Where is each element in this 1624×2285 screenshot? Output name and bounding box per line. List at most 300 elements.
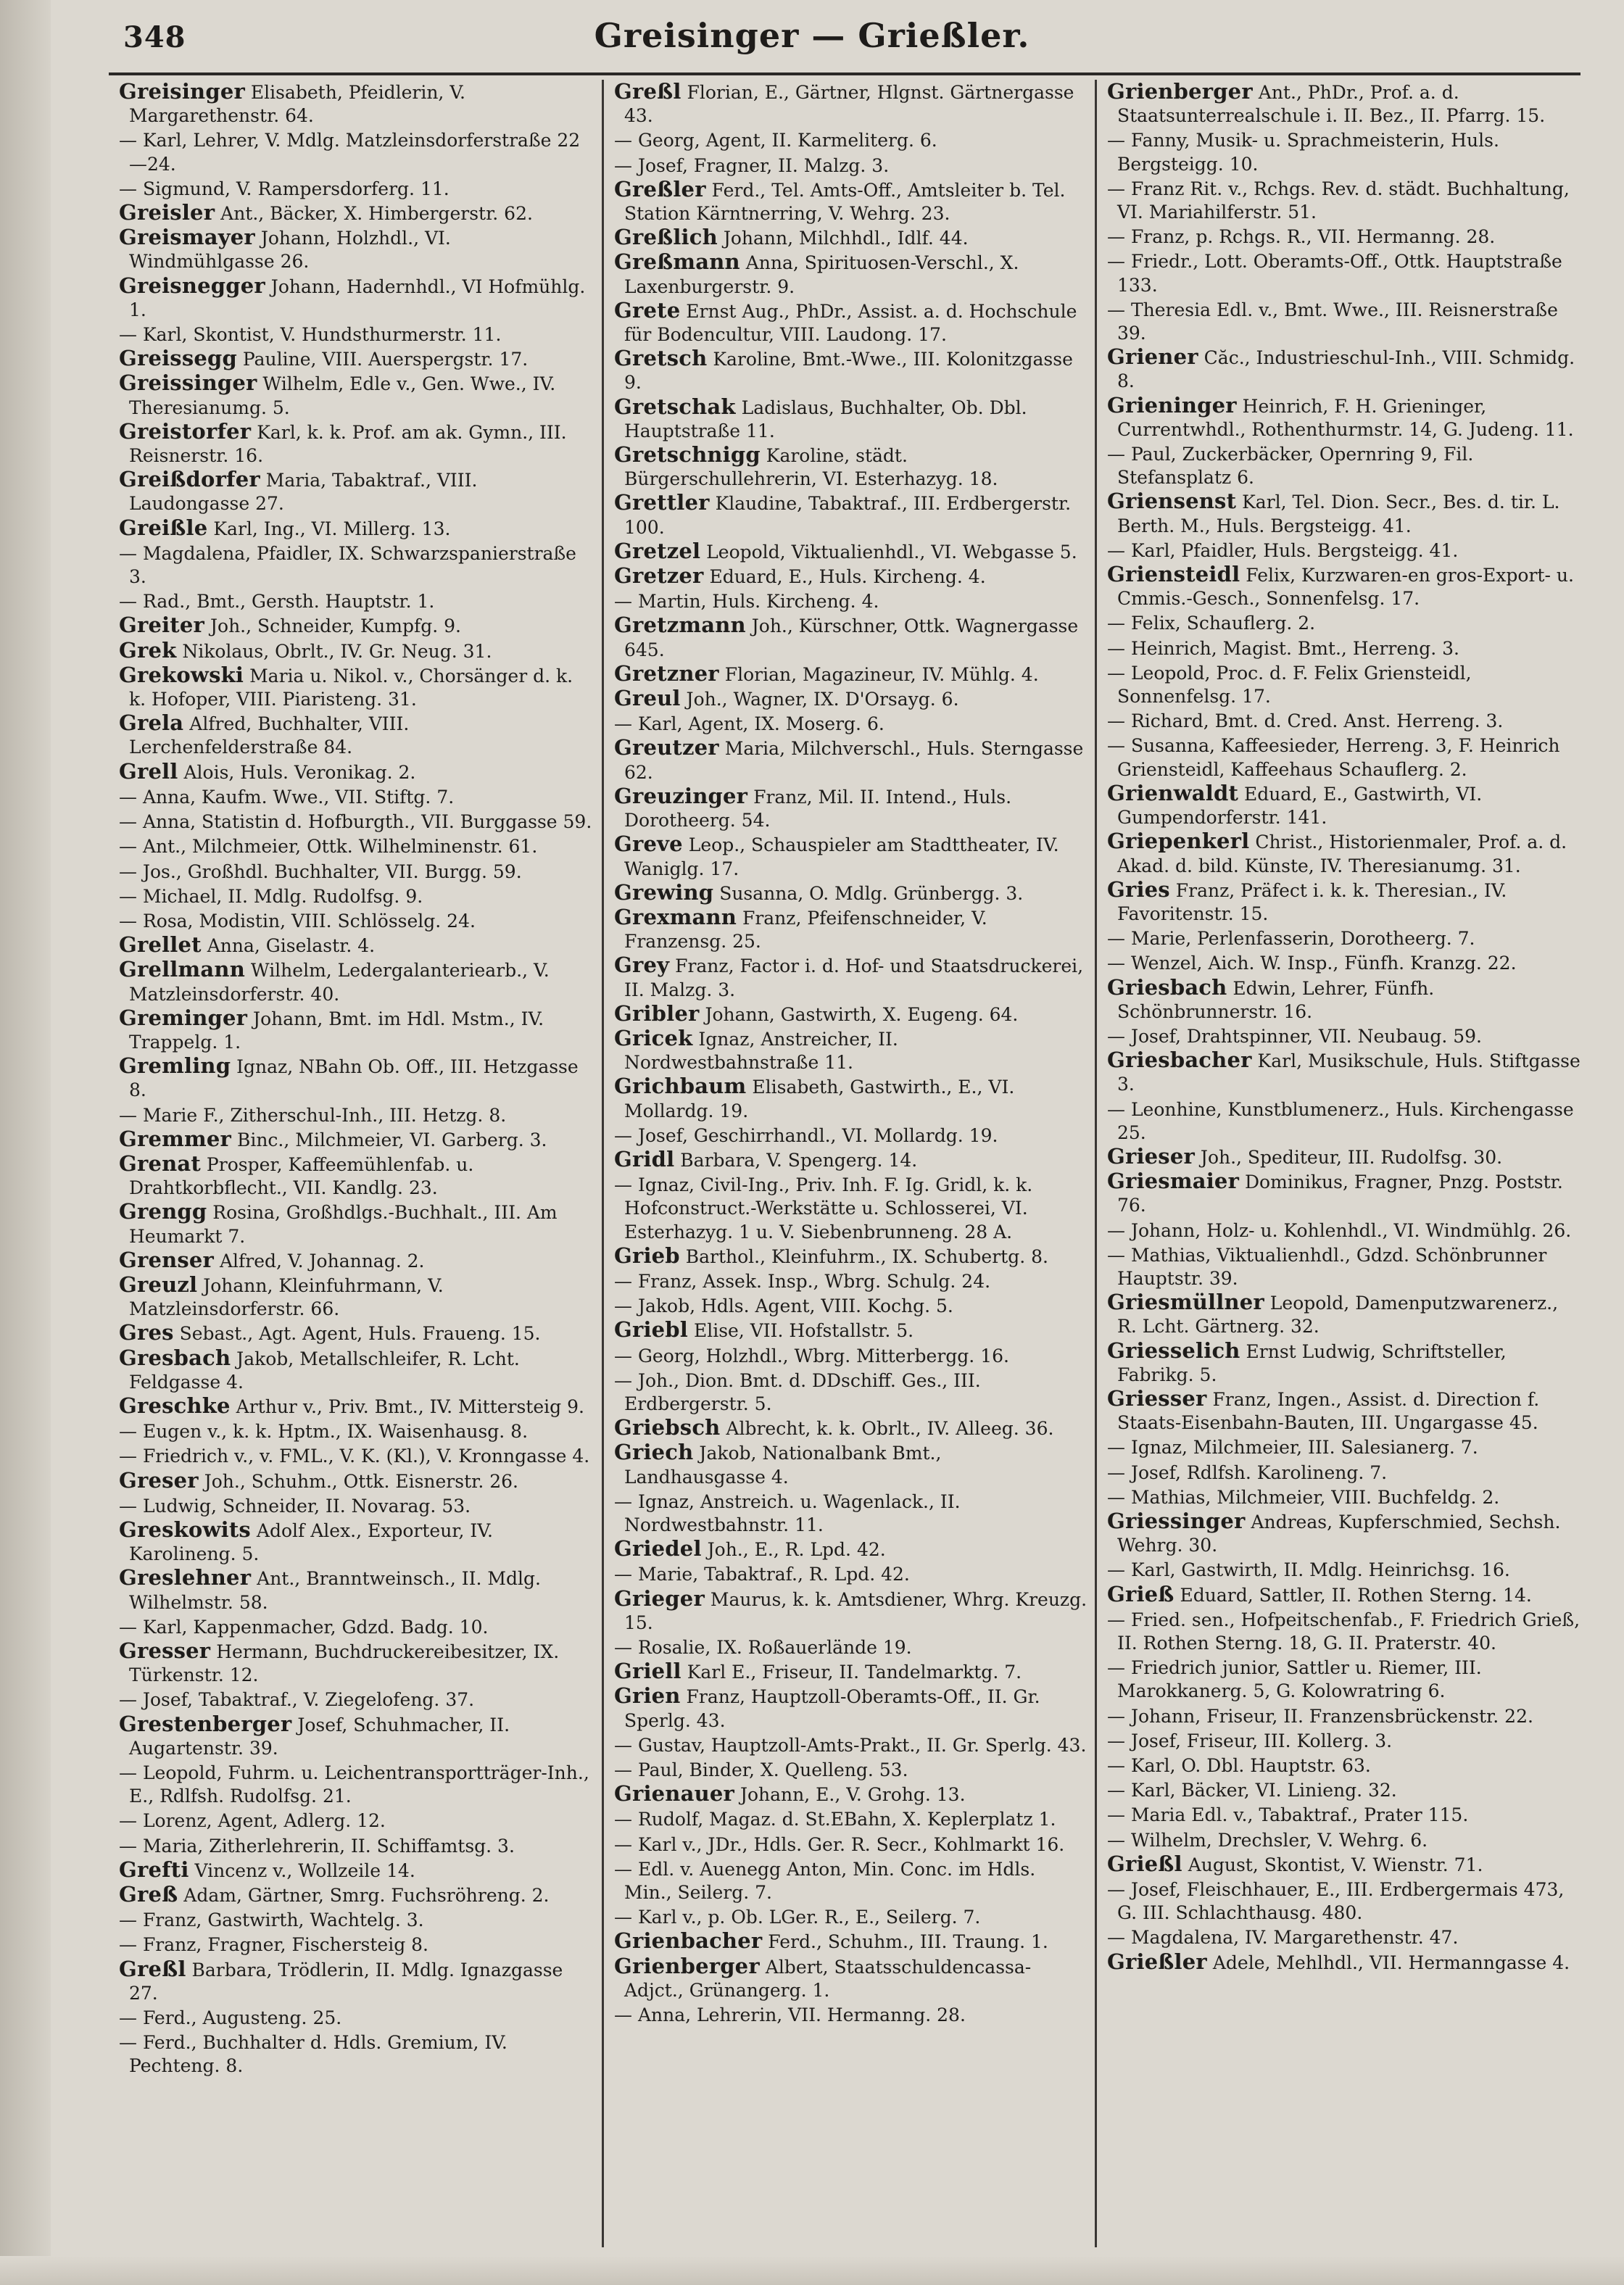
directory-entry: [119, 1957, 594, 2005]
entry-details: Susanna, O. Mdlg. Grünbergg. 3.: [713, 882, 1024, 904]
entry-surname: Gretschnigg: [614, 442, 761, 468]
directory-entry: [614, 250, 1088, 298]
entry-surname: Greul: [614, 686, 681, 711]
directory-entry: [614, 736, 1088, 784]
entry-details: Karoline, Bmt.-Wwe., III. Kolonitzgasse 9.: [624, 349, 1073, 394]
entry-details: Barthol., Kleinfuhrm., IX. Schubertg. 8.: [679, 1245, 1048, 1267]
entry-details: Johann, Kleinfuhrmann, V. Matzleinsdorferstr. 66.: [129, 1274, 444, 1320]
directory-entry: [119, 347, 594, 371]
entry-surname: Grieser: [1107, 1143, 1195, 1169]
directory-entry: [119, 1321, 594, 1345]
entry-details: — Ignaz, Anstreich. u. Wagenlack., II. Nordwestbahnstr. 11.: [614, 1490, 961, 1535]
directory-entry: [614, 395, 1088, 443]
entry-details: Anna, Spirituosen-Verschl., X. Laxenburgerstr. 9.: [624, 252, 1019, 297]
entry-details: Ladislaus, Buchhalter, Ob. Dbl. Hauptstraße 11.: [624, 397, 1027, 441]
column-right: [1095, 80, 1588, 2247]
entry-details: — Leopold, Proc. d. F. Felix Griensteidl, Sonnenfelsg. 17.: [1107, 662, 1472, 708]
directory-entry: [1107, 1097, 1580, 1145]
entry-surname: Greuzl: [119, 1272, 198, 1297]
entry-surname: Greßl: [614, 80, 682, 104]
header-rule: [109, 72, 1580, 75]
directory-entry: [614, 539, 1088, 564]
entry-details: Barbara, V. Spengerg. 14.: [674, 1149, 918, 1171]
entry-surname: Gretzer: [614, 563, 704, 589]
directory-entry: [1107, 489, 1580, 537]
directory-entry: [614, 1659, 1088, 1684]
column-middle: [602, 80, 1095, 2247]
entry-details: — Wenzel, Aich. W. Insp., Fünfh. Kranzg. 22.: [1107, 953, 1517, 974]
directory-entry: [1107, 733, 1580, 781]
entry-details: Leop., Schauspieler am Stadttheater, IV. Waniglg. 17.: [624, 834, 1059, 879]
entry-details: Karl, Ing., VI. Millerg. 13.: [207, 518, 451, 539]
directory-entry: [614, 1562, 1088, 1586]
entry-details: Căc., Industrieschul-Inh., VIII. Schmidg. 8.: [1117, 347, 1575, 392]
entry-details: Ignaz, NBahn Ob. Off., III. Hetzgasse 8.: [129, 1056, 579, 1101]
directory-entry: [614, 1440, 1088, 1488]
entry-surname: Gresser: [119, 1638, 211, 1663]
entry-surname: Griell: [614, 1659, 682, 1684]
directory-entry: [614, 1293, 1088, 1318]
directory-entry: [119, 663, 594, 711]
directory-entry: [1107, 1339, 1580, 1387]
entry-surname: Greßl: [119, 1956, 186, 1981]
entry-surname: Grengg: [119, 1199, 207, 1224]
entry-details: Maria, Tabaktraf., VIII. Laudongasse 27.: [129, 470, 478, 515]
entry-details: — Jos., Großhdl. Buchhalter, VII. Burgg. 59.: [119, 860, 522, 882]
directory-entry: [1107, 1460, 1580, 1485]
entry-details: Andreas, Kupferschmied, Sechsh. Wehrg. 30.: [1117, 1511, 1561, 1556]
entry-details: — Paul, Zuckerbäcker, Opernring 9, Fil. Stefansplatz 6.: [1107, 444, 1474, 489]
entry-details: Josef, Schuhmacher, II. Augartenstr. 39.: [129, 1714, 510, 1759]
directory-entry: [1107, 1704, 1580, 1728]
entry-details: — Rosa, Modistin, VIII. Schlösselg. 24.: [119, 910, 476, 932]
entry-details: Eduard, E., Gastwirth, VI. Gumpendorferstr. 141.: [1117, 783, 1483, 829]
directory-entry: [119, 128, 594, 175]
directory-entry: [614, 2002, 1088, 2027]
entry-surname: Grenat: [119, 1150, 201, 1176]
entry-details: Elise, VII. Hofstallstr. 5.: [688, 1320, 914, 1342]
directory-entry: [1107, 224, 1580, 249]
entry-details: — Johann, Friseur, II. Franzensbrückenstr. 22.: [1107, 1705, 1533, 1727]
entry-surname: Grieb: [614, 1243, 680, 1268]
entry-surname: Grettler: [614, 490, 710, 515]
entry-details: — Karl, Pfaidler, Huls. Bergsteigg. 41.: [1107, 539, 1459, 561]
entry-surname: Grieger: [614, 1585, 705, 1611]
entry-details: — Martin, Huls. Kircheng. 4.: [614, 591, 879, 613]
entry-details: — Ludwig, Schneider, II. Novarag. 53.: [119, 1495, 471, 1517]
directory-entry: [119, 1273, 594, 1321]
directory-entry: [614, 153, 1088, 178]
entry-surname: Greisnegger: [119, 273, 265, 298]
entry-details: — Rudolf, Magaz. d. St.EBahn, X. Keplerplatz 1.: [614, 1809, 1056, 1830]
entry-details: — Mathias, Milchmeier, VIII. Buchfeldg. 2.: [1107, 1486, 1500, 1508]
entry-details: August, Skontist, V. Wienstr. 71.: [1182, 1854, 1483, 1875]
entry-surname: Greß: [119, 1882, 178, 1907]
directory-entry: [1107, 660, 1580, 708]
entry-details: — Josef, Friseur, III. Kollerg. 3.: [1107, 1730, 1393, 1751]
directory-entry: [119, 1493, 594, 1518]
directory-entry: [119, 274, 594, 322]
entry-details: Alois, Huls. Veronikag. 2.: [178, 761, 416, 783]
entry-details: Maria u. Nikol. v., Chorsänger d. k. k. Hofoper, VIII. Piaristeng. 31.: [129, 665, 573, 710]
entry-surname: Greuzinger: [614, 783, 748, 808]
entry-details: — Rosalie, IX. Roßauerlände 19.: [614, 1637, 912, 1658]
entry-details: Wilhelm, Edle v., Gen. Wwe., IV. Theresianumg. 5.: [129, 373, 556, 418]
directory-entry: [119, 1932, 594, 1957]
directory-entry: [1107, 1828, 1580, 1852]
entry-details: — Ferd., Augusteng. 25.: [119, 2007, 342, 2029]
directory-entry: [119, 1152, 594, 1200]
entry-details: Edwin, Lehrer, Fünfh. Schönbrunnerstr. 16.: [1117, 977, 1435, 1022]
entry-surname: Griener: [1107, 344, 1198, 370]
directory-entry: [1107, 1877, 1580, 1925]
entry-details: Ant., PhDr., Prof. a. d. Staatsunterrealschule i. II. Bez., II. Pfarrg. 15.: [1117, 82, 1546, 127]
directory-entry: [119, 760, 594, 784]
directory-entry: [614, 1857, 1088, 1904]
entry-details: — Friedrich v., v. FML., V. K. (Kl.), V. Kronngasse 4.: [119, 1446, 590, 1467]
directory-entry: [614, 589, 1088, 613]
entry-details: Binc., Milchmeier, VI. Garberg. 3.: [231, 1129, 547, 1150]
entry-details: Barbara, Trödlerin, II. Mdlg. Ignazgasse 27.: [129, 1959, 563, 2004]
directory-entry: [119, 1687, 594, 1712]
entry-details: Johann, Milchhdl., Idlf. 44.: [717, 228, 969, 249]
entry-details: Karl, Musikschule, Huls. Stiftgasse 3.: [1117, 1050, 1580, 1095]
directory-entry: [119, 1833, 594, 1858]
entry-details: Sebast., Agt. Agent, Huls. Fraueng. 15.: [173, 1323, 541, 1345]
entry-details: — Lorenz, Agent, Adlerg. 12.: [119, 1810, 386, 1832]
entry-surname: Grienbacher: [614, 1928, 763, 1954]
directory-entry: [119, 1518, 594, 1566]
entry-surname: Grieninger: [1107, 392, 1237, 418]
directory-entry: [1107, 1655, 1580, 1703]
entry-surname: Grek: [119, 637, 177, 663]
entry-surname: Grienwaldt: [1107, 780, 1239, 805]
entry-surname: Griesser: [1107, 1385, 1207, 1411]
directory-entry: [119, 1469, 594, 1493]
entry-surname: Greschke: [119, 1393, 231, 1418]
entry-details: Alfred, V. Johannag. 2.: [214, 1250, 425, 1272]
entry-surname: Grichbaum: [614, 1074, 747, 1099]
directory-entry: [1107, 1557, 1580, 1582]
entry-details: — Marie F., Zitherschul-Inh., III. Hetzg. 8.: [119, 1104, 507, 1126]
directory-entry: [119, 589, 594, 613]
entry-details: — Edl. v. Auenegg Anton, Min. Conc. im Hdls. Min., Seilerg. 7.: [614, 1858, 1036, 1904]
entry-details: Johann, Gastwirth, X. Eugeng. 64.: [699, 1003, 1019, 1025]
entry-details: — Richard, Bmt. d. Cred. Anst. Herreng. 3.: [1107, 710, 1504, 732]
entry-details: Eduard, Sattler, II. Rothen Sterng. 14.: [1174, 1584, 1532, 1606]
directory-entry: [1107, 297, 1580, 345]
directory-entry: [1107, 1290, 1580, 1338]
entry-surname: Grellet: [119, 932, 202, 958]
entry-details: Dominikus, Fragner, Pnzg. Poststr. 76.: [1117, 1171, 1563, 1216]
directory-entry: [119, 711, 594, 759]
entry-surname: Grekowski: [119, 662, 244, 687]
directory-entry: [119, 1127, 594, 1152]
entry-surname: Griesselich: [1107, 1338, 1240, 1363]
directory-entry: [614, 1489, 1088, 1537]
directory-entry: [1107, 976, 1580, 1024]
entry-surname: Grießler: [1107, 1949, 1207, 1974]
entry-details: — Magdalena, IV. Margarethenstr. 47.: [1107, 1927, 1459, 1949]
entry-surname: Gretzel: [614, 538, 701, 563]
page-bottom-edge: [0, 2256, 1624, 2285]
directory-entry: [1107, 176, 1580, 224]
entry-surname: Gretzner: [614, 660, 719, 686]
entry-details: Klaudine, Tabaktraf., III. Erdbergerstr. 100.: [624, 493, 1072, 538]
directory-entry: [1107, 1024, 1580, 1048]
entry-details: Joh., Schneider, Kumpfg. 9.: [204, 615, 461, 637]
entry-surname: Griech: [614, 1440, 694, 1465]
entry-details: — Ignaz, Civil-Ing., Priv. Inh. F. Ig. Gridl, k. k. Hofconstruct.-Werkstätte u. Schlosserei, VI. Esterhazyg. 1 u. V. Siebenbrunneng. 28 A.: [614, 1174, 1033, 1243]
directory-entry: [614, 1074, 1088, 1122]
entry-details: Felix, Kurzwaren-en gros-Export- u. Cmmis.-Gesch., Sonnenfelsg. 17.: [1117, 565, 1574, 610]
entry-details: Joh., E., R. Lpd. 42.: [701, 1539, 886, 1561]
directory-entry: [119, 225, 594, 273]
entry-details: — Fanny, Musik- u. Sprachmeisterin, Huls. Bergsteigg. 10.: [1107, 130, 1499, 175]
entry-details: Hermann, Buchdruckereibesitzer, IX. Türkenstr. 12.: [129, 1641, 560, 1686]
directory-entry: [119, 859, 594, 884]
entry-surname: Gremling: [119, 1053, 231, 1079]
entry-details: — Karl, Skontist, V. Hundsthurmerstr. 11.: [119, 324, 502, 346]
directory-entry: [119, 933, 594, 958]
entry-details: — Magdalena, Pfaidler, IX. Schwarzspanierstraße 3.: [119, 542, 576, 588]
entry-surname: Grela: [119, 710, 184, 736]
entry-details: Elisabeth, Pfeidlerin, V. Margarethenstr. 64.: [129, 82, 465, 127]
entry-surname: Grienberger: [1107, 80, 1253, 104]
entry-surname: Greißle: [119, 515, 208, 540]
directory-entry: [1107, 708, 1580, 733]
entry-details: Leopold, Viktualienhdl., VI. Webgasse 5.: [700, 541, 1077, 563]
entry-surname: Griesbacher: [1107, 1048, 1252, 1073]
entry-details: — Franz, p. Rchgs. R., VII. Hermanng. 28.: [1107, 226, 1496, 248]
directory-entry: [614, 1368, 1088, 1416]
directory-entry: [614, 1807, 1088, 1831]
entry-details: Ant., Branntweinsch., II. Mdlg. Wilhelmstr. 58.: [129, 1568, 541, 1613]
directory-entry: [1107, 563, 1580, 610]
entry-details: Franz, Mil. II. Intend., Huls. Dorotheerg. 54.: [624, 786, 1012, 832]
entry-surname: Greisler: [119, 200, 215, 225]
entry-surname: Greskowits: [119, 1517, 251, 1542]
entry-details: Johann, E., V. Grohg. 13.: [734, 1784, 966, 1806]
entry-details: — Heinrich, Magist. Bmt., Herreng. 3.: [1107, 637, 1459, 659]
directory-entry: [119, 809, 594, 834]
directory-entry: [119, 322, 594, 347]
entry-details: — Ant., Milchmeier, Ottk. Wilhelminenstr. 61.: [119, 836, 538, 858]
entry-details: Franz, Hauptzoll-Oberamts-Off., II. Gr. Sperlg. 43.: [624, 1686, 1040, 1731]
entry-details: — Josef, Geschirrhandl., VI. Mollardg. 19.: [614, 1124, 998, 1146]
entry-details: Joh., Kürschner, Ottk. Wagnergasse 645.: [624, 615, 1079, 660]
entry-details: — Rad., Bmt., Gersth. Hauptstr. 1.: [119, 591, 435, 613]
entry-details: Adele, Mehlhdl., VII. Hermanngasse 4.: [1206, 1952, 1570, 1973]
entry-surname: Grenser: [119, 1247, 215, 1272]
entry-surname: Greistorfer: [119, 418, 252, 444]
entry-surname: Greser: [119, 1467, 199, 1493]
directory-entry: [119, 1614, 594, 1639]
directory-entry: [119, 1907, 594, 1932]
entry-surname: Greminger: [119, 1005, 248, 1030]
directory-entry: [1107, 345, 1580, 393]
directory-entry: [119, 1248, 594, 1273]
entry-surname: Greissinger: [119, 370, 257, 396]
entry-surname: Grieß: [1107, 1581, 1174, 1606]
directory-entry: [119, 1200, 594, 1248]
directory-entry: [1107, 1509, 1580, 1557]
entry-details: — Fried. sen., Hofpeitschenfab., F. Friedrich Grieß, II. Rothen Sterng. 18, G. II. Praterstr. 40.: [1107, 1609, 1580, 1654]
entry-surname: Greismayer: [119, 225, 255, 250]
running-head: Greisinger — Grießler.: [594, 16, 1030, 55]
entry-details: — Wilhelm, Drechsler, V. Wehrg. 6.: [1107, 1829, 1428, 1851]
page-number: 348: [123, 20, 186, 54]
directory-entry: [614, 299, 1088, 347]
directory-entry: [119, 1639, 594, 1687]
entry-surname: Grexmann: [614, 904, 737, 929]
entry-surname: Gricek: [614, 1025, 693, 1050]
directory-entry: [1107, 80, 1580, 128]
entry-details: — Jakob, Hdls. Agent, VIII. Kochg. 5.: [614, 1295, 953, 1317]
entry-details: — Josef, Tabaktraf., V. Ziegelofeng. 37.: [119, 1689, 475, 1711]
entry-surname: Gremmer: [119, 1126, 231, 1151]
entry-details: Wilhelm, Ledergalanteriearb., V. Matzleinsdorferstr. 40.: [129, 960, 550, 1005]
entry-details: — Marie, Perlenfasserin, Dorotheerg. 7.: [1107, 928, 1475, 950]
directory-entry: [119, 908, 594, 933]
entry-details: — Karl, Agent, IX. Moserg. 6.: [614, 713, 884, 735]
entry-details: — Karl v., JDr., Hdls. Ger. R. Secr., Kohlmarkt 16.: [614, 1833, 1065, 1855]
entry-details: Eduard, E., Huls. Kircheng. 4.: [703, 566, 986, 588]
entry-details: Johann, Bmt. im Hdl. Mstm., IV. Trappelg. 1.: [129, 1008, 544, 1053]
directory-entry: [1107, 1607, 1580, 1655]
entry-details: — Karl, O. Dbl. Hauptstr. 63.: [1107, 1755, 1371, 1777]
entry-details: — Michael, II. Mdlg. Rudolfsg. 9.: [119, 885, 423, 907]
entry-details: — Franz, Assek. Insp., Wbrg. Schulg. 24.: [614, 1270, 991, 1292]
entry-surname: Gribler: [614, 1000, 700, 1026]
directory-entry: [1107, 1387, 1580, 1435]
entry-details: Ferd., Schuhm., III. Traung. 1.: [762, 1931, 1048, 1953]
entry-details: Prosper, Kaffeemühlenfab. u. Drahtkorbflecht., VII. Kandlg. 23.: [129, 1153, 474, 1199]
directory-entry: [1107, 636, 1580, 660]
entry-details: — Paul, Binder, X. Quelleng. 53.: [614, 1759, 908, 1781]
entry-surname: Griebl: [614, 1317, 689, 1343]
entry-details: — Karl, Lehrer, V. Mdlg. Matzleinsdorferstraße 22—24.: [119, 130, 581, 175]
entry-details: — Leonhine, Kunstblumenerz., Huls. Kirchengasse 25.: [1107, 1098, 1574, 1143]
directory-entry: [119, 201, 594, 225]
directory-entry: [1107, 1802, 1580, 1827]
entry-details: Karl, Tel. Dion. Secr., Bes. d. tir. L. Berth. M., Huls. Bergsteigg. 41.: [1117, 492, 1560, 536]
page-header: [0, 0, 1624, 67]
directory-entry: [119, 516, 594, 541]
entry-details: Heinrich, F. H. Grieninger, Currentwhdl., Rothenthurmstr. 14, G. Judeng. 11.: [1117, 395, 1574, 440]
directory-entry: [614, 1684, 1088, 1732]
directory-entry: [614, 1757, 1088, 1782]
directory-entry: [119, 1103, 594, 1127]
entry-details: — Susanna, Kaffeesieder, Herreng. 3, F. Heinrich Griensteidl, Kaffeehaus Schauflerg. 2.: [1107, 735, 1560, 780]
entry-surname: Gretsch: [614, 346, 708, 371]
directory-entry: [119, 613, 594, 638]
directory-entry: [119, 639, 594, 663]
directory-entry: [1107, 1925, 1580, 1949]
directory-entry: [119, 1006, 594, 1054]
entry-details: Ignaz, Anstreicher, II. Nordwestbahnstraße 11.: [624, 1028, 898, 1074]
entry-details: Alfred, Buchhalter, VIII. Lerchenfelderstraße 84.: [129, 713, 410, 758]
entry-details: Pauline, VIII. Auerspergstr. 17.: [236, 349, 529, 370]
column-left: [109, 80, 602, 2247]
directory-entry: [1107, 1218, 1580, 1243]
directory-entry: [119, 420, 594, 468]
directory-entry: [1107, 1778, 1580, 1802]
entry-surname: Gres: [119, 1320, 174, 1345]
directory-entry: [614, 1635, 1088, 1659]
directory-entry: [119, 958, 594, 1005]
entry-details: Ant., Bäcker, X. Himbergerstr. 62.: [215, 203, 533, 225]
entry-details: — Friedr., Lott. Oberamts-Off., Ottk. Hauptstraße 133.: [1107, 251, 1562, 296]
entry-details: Albrecht, k. k. Obrlt., IV. Alleeg. 36.: [720, 1418, 1054, 1440]
entry-details: — Karl, Bäcker, VI. Linieng. 32.: [1107, 1780, 1397, 1801]
directory-entry: [614, 1832, 1088, 1857]
entry-details: Adolf Alex., Exporteur, IV. Karolineng. 5.: [129, 1519, 493, 1565]
directory-entry: [119, 2030, 594, 2078]
entry-details: — Josef, Fragner, II. Malzg. 3.: [614, 154, 890, 176]
entry-surname: Griesmaier: [1107, 1169, 1240, 1194]
entry-details: — Josef, Fleischhauer, E., III. Erdbergermais 473, G. III. Schlachthausg. 480.: [1107, 1879, 1565, 1924]
entry-details: Anna, Giselastr. 4.: [201, 935, 376, 957]
entry-details: Elisabeth, Gastwirth., E., VI. Mollardg. 19.: [624, 1077, 1015, 1121]
entry-surname: Griebsch: [614, 1415, 721, 1440]
directory-entry: [1107, 878, 1580, 926]
entry-details: — Theresia Edl. v., Bmt. Wwe., III. Reisnerstraße 39.: [1107, 299, 1558, 344]
directory-entry: [119, 1858, 594, 1883]
directory-entry: [119, 1760, 594, 1808]
entry-details: Maurus, k. k. Amtsdiener, Whrg. Kreuzg. 15.: [624, 1588, 1088, 1633]
entry-surname: Greissegg: [119, 346, 237, 371]
entry-surname: Grien: [614, 1683, 681, 1709]
directory-entry: [614, 711, 1088, 736]
entry-details: — Joh., Dion. Bmt. d. DDschiff. Ges., III. Erdbergerstr. 5.: [614, 1369, 981, 1414]
entry-details: — Leopold, Fuhrm. u. Leichentransportträger-Inh., E., Rdlfsh. Rudolfsg. 21.: [119, 1762, 589, 1807]
entry-details: Johann, Holzhdl., VI. Windmühlgasse 26.: [129, 228, 451, 273]
directory-entry: [614, 662, 1088, 687]
directory-entry: [614, 1172, 1088, 1244]
directory-entry: [614, 1587, 1088, 1635]
directory-entry: [119, 468, 594, 515]
entry-details: — Friedrich junior, Sattler u. Riemer, III. Marokkanerg. 5, G. Kolowratring 6.: [1107, 1657, 1482, 1702]
entry-details: — Maria Edl. v., Tabaktraf., Prater 115.: [1107, 1804, 1469, 1826]
directory-entry: [1107, 1485, 1580, 1509]
directory-entry: [1107, 249, 1580, 296]
directory-entry: [614, 1954, 1088, 2002]
entry-surname: Grestenberger: [119, 1711, 292, 1736]
directory-entry: [614, 225, 1088, 250]
entry-surname: Grienauer: [614, 1781, 735, 1807]
entry-details: Jakob, Metallschleifer, R. Lcht. Feldgasse 4.: [129, 1348, 520, 1393]
directory-entry: [1107, 1435, 1580, 1459]
directory-entry: [1107, 1950, 1580, 1975]
entry-details: Arthur v., Priv. Bmt., IV. Mittersteig 9.: [230, 1396, 584, 1417]
entry-surname: Griedel: [614, 1536, 702, 1562]
entry-surname: Grellmann: [119, 957, 245, 982]
entry-details: — Ferd., Buchhalter d. Hdls. Gremium, IV. Pechteng. 8.: [119, 2032, 508, 2077]
directory-entry: [614, 953, 1088, 1001]
entry-surname: Greßmann: [614, 249, 740, 275]
directory-entry: [1107, 950, 1580, 975]
directory-entry: [119, 834, 594, 858]
directory-entry: [119, 1443, 594, 1468]
entry-details: Ferd., Tel. Amts-Off., Amtsleiter b. Tel. Station Kärntnerring, V. Wehrg. 23.: [624, 179, 1066, 225]
entry-surname: Griesmüllner: [1107, 1290, 1264, 1315]
entry-details: — Ignaz, Milchmeier, III. Salesianerg. 7.: [1107, 1437, 1478, 1459]
entry-details: Franz, Factor i. d. Hof- und Staatsdruckerei, II. Malzg. 3.: [624, 955, 1084, 1000]
directory-entry: [119, 1346, 594, 1394]
entry-details: — Georg, Holzhdl., Wbrg. Mitterbergg. 16.: [614, 1345, 1009, 1367]
entry-details: Franz, Ingen., Assist. d. Direction f. Staats-Eisenbahn-Bauten, III. Ungargasse 45.: [1117, 1388, 1540, 1434]
